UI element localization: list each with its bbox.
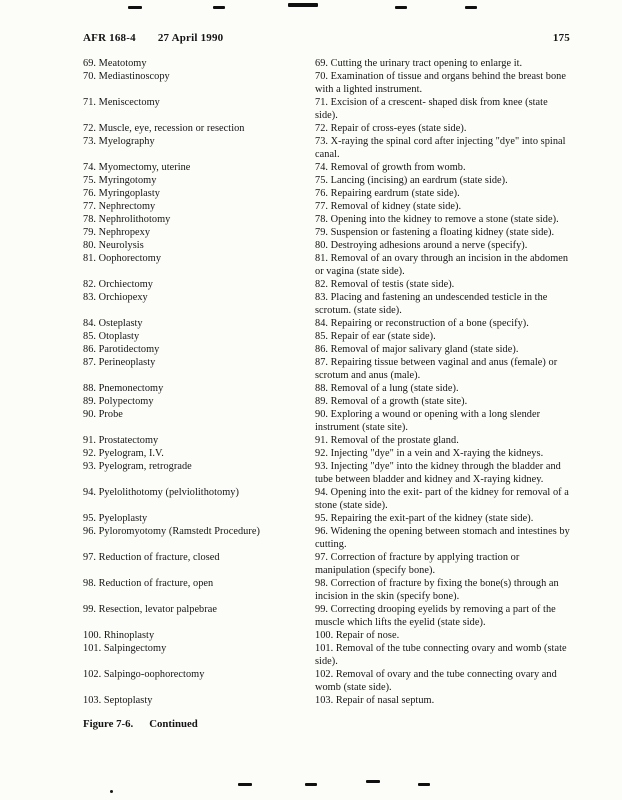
procedure-term: 83. Orchiopexy	[83, 292, 148, 303]
procedure-definition: 84. Repairing or reconstruction of a bone (specify).	[315, 318, 529, 329]
procedure-definition: 93. Injecting "dye" into the kidney through the bladder and tube between bladder and kidney and X-raying kidney.	[315, 461, 561, 485]
figure-caption	[83, 718, 570, 730]
figure-caption-label: Figure 7-6.	[83, 718, 134, 730]
procedure-term: 84. Osteplasty	[83, 318, 143, 329]
procedure-row	[83, 200, 570, 213]
procedure-row	[83, 551, 570, 577]
procedure-definition: 87. Repairing tissue between vaginal and anus (female) or scrotum and anus (male).	[315, 357, 558, 381]
procedure-term: 99. Resection, levator palpebrae	[83, 604, 217, 615]
procedure-definition: 90. Exploring a wound or opening with a long slender instrument (state site).	[315, 409, 541, 433]
procedure-term: 101. Salpingectomy	[83, 643, 167, 654]
procedure-definition: 71. Excision of a crescent- shaped disk from knee (state side).	[315, 97, 548, 121]
scan-artifact-mark	[465, 6, 477, 9]
procedure-definition: 100. Repair of nose.	[315, 630, 400, 641]
procedure-definition: 81. Removal of an ovary through an incision in the abdomen or vagina (state side).	[315, 253, 569, 277]
procedure-row	[83, 174, 570, 187]
procedure-row	[83, 668, 570, 694]
procedure-definition: 96. Widening the opening between stomach and intestines by cutting.	[315, 526, 570, 550]
procedure-definition: 74. Removal of growth from womb.	[315, 162, 466, 173]
procedure-row	[83, 70, 570, 96]
scan-artifact-mark	[128, 6, 142, 9]
procedure-row	[83, 135, 570, 161]
procedure-row	[83, 239, 570, 252]
procedure-row	[83, 395, 570, 408]
page-content	[83, 32, 570, 730]
procedure-definition: 97. Correction of fracture by applying traction or manipulation (specify bone).	[315, 552, 520, 576]
procedure-list	[83, 57, 570, 707]
procedure-term: 90. Probe	[83, 409, 123, 420]
procedure-term: 69. Meatotomy	[83, 58, 147, 69]
procedure-row	[83, 161, 570, 174]
procedure-term: 77. Nephrectomy	[83, 201, 156, 212]
procedure-term: 91. Prostatectomy	[83, 435, 159, 446]
scan-artifact-mark	[366, 780, 380, 783]
procedure-definition: 85. Repair of ear (state side).	[315, 331, 436, 342]
procedure-definition: 99. Correcting drooping eyelids by removing a part of the muscle which lifts the eyelid (state side).	[315, 604, 556, 628]
procedure-term: 85. Otoplasty	[83, 331, 140, 342]
procedure-definition: 72. Repair of cross-eyes (state side).	[315, 123, 467, 134]
procedure-term: 73. Myelography	[83, 136, 155, 147]
procedure-definition: 76. Repairing eardrum (state side).	[315, 188, 460, 199]
procedure-term: 94. Pyelolithotomy (pelviolithotomy)	[83, 487, 239, 498]
procedure-row	[83, 356, 570, 382]
page-header	[83, 32, 570, 44]
procedure-row	[83, 330, 570, 343]
procedure-row	[83, 694, 570, 707]
procedure-row	[83, 122, 570, 135]
procedure-term: 80. Neurolysis	[83, 240, 144, 251]
procedure-row	[83, 460, 570, 486]
procedure-definition: 101. Removal of the tube connecting ovary and womb (state side).	[315, 643, 567, 667]
procedure-definition: 94. Opening into the exit- part of the kidney for removal of a stone (state side).	[315, 487, 569, 511]
procedure-definition: 98. Correction of fracture by fixing the bone(s) through an incision in the skin (specify bone).	[315, 578, 559, 602]
procedure-term: 74. Myomectomy, uterine	[83, 162, 191, 173]
procedure-row	[83, 512, 570, 525]
procedure-row	[83, 486, 570, 512]
procedure-term: 82. Orchiectomy	[83, 279, 153, 290]
procedure-row	[83, 408, 570, 434]
doc-id: AFR 168-4	[83, 32, 136, 44]
procedure-definition: 95. Repairing the exit-part of the kidney (state side).	[315, 513, 534, 524]
procedure-term: 76. Myringoplasty	[83, 188, 160, 199]
procedure-definition: 102. Removal of ovary and the tube connecting ovary and womb (state side).	[315, 669, 557, 693]
procedure-definition: 70. Examination of tissue and organs behind the breast bone with a lighted instrument.	[315, 71, 566, 95]
procedure-row	[83, 187, 570, 200]
procedure-row	[83, 629, 570, 642]
scan-artifact-mark	[305, 783, 317, 786]
procedure-definition: 69. Cutting the urinary tract opening to enlarge it.	[315, 58, 523, 69]
procedure-row	[83, 577, 570, 603]
procedure-definition: 82. Removal of testis (state side).	[315, 279, 455, 290]
procedure-row	[83, 434, 570, 447]
page-number: 175	[552, 32, 570, 44]
procedure-term: 95. Pyeloplasty	[83, 513, 148, 524]
procedure-term: 81. Oophorectomy	[83, 253, 162, 264]
procedure-term: 79. Nephropexy	[83, 227, 151, 238]
procedure-row	[83, 96, 570, 122]
procedure-definition: 103. Repair of nasal septum.	[315, 695, 435, 706]
procedure-row	[83, 343, 570, 356]
scan-artifact-mark	[418, 783, 430, 786]
procedure-term: 70. Mediastinoscopy	[83, 71, 170, 82]
doc-date: 27 April 1990	[157, 32, 224, 44]
procedure-row	[83, 213, 570, 226]
procedure-term: 100. Rhinoplasty	[83, 630, 155, 641]
procedure-row	[83, 252, 570, 278]
procedure-term: 86. Parotidectomy	[83, 344, 160, 355]
procedure-row	[83, 317, 570, 330]
procedure-term: 71. Meniscectomy	[83, 97, 160, 108]
procedure-term: 78. Nephrolithotomy	[83, 214, 171, 225]
procedure-definition: 80. Destroying adhesions around a nerve (specify).	[315, 240, 528, 251]
procedure-term: 75. Myringotomy	[83, 175, 157, 186]
figure-caption-text: Continued	[149, 718, 198, 730]
procedure-definition: 83. Placing and fastening an undescended testicle in the scrotum. (state side).	[315, 292, 548, 316]
procedure-term: 72. Muscle, eye, recession or resection	[83, 123, 245, 134]
procedure-term: 93. Pyelogram, retrograde	[83, 461, 192, 472]
procedure-row	[83, 57, 570, 70]
procedure-definition: 77. Removal of kidney (state side).	[315, 201, 462, 212]
scan-artifact-dot	[110, 790, 113, 793]
procedure-definition: 89. Removal of a growth (state site).	[315, 396, 468, 407]
procedure-definition: 78. Opening into the kidney to remove a stone (state side).	[315, 214, 559, 225]
procedure-term: 97. Reduction of fracture, closed	[83, 552, 220, 563]
procedure-definition: 86. Removal of major salivary gland (state side).	[315, 344, 519, 355]
procedure-row	[83, 291, 570, 317]
procedure-row	[83, 525, 570, 551]
procedure-term: 103. Septoplasty	[83, 695, 153, 706]
procedure-row	[83, 278, 570, 291]
procedure-term: 89. Polypectomy	[83, 396, 154, 407]
procedure-row	[83, 603, 570, 629]
procedure-definition: 92. Injecting "dye" in a vein and X-raying the kidneys.	[315, 448, 544, 459]
scan-artifact-mark	[395, 6, 407, 9]
procedure-definition: 91. Removal of the prostate gland.	[315, 435, 459, 446]
procedure-row	[83, 447, 570, 460]
procedure-row	[83, 226, 570, 239]
scan-artifact-mark	[238, 783, 252, 786]
procedure-definition: 88. Removal of a lung (state side).	[315, 383, 459, 394]
procedure-term: 88. Pnemonectomy	[83, 383, 164, 394]
procedure-term: 87. Perineoplasty	[83, 357, 156, 368]
procedure-definition: 79. Suspension or fastening a floating kidney (state side).	[315, 227, 555, 238]
procedure-term: 92. Pyelogram, I.V.	[83, 448, 164, 459]
procedure-definition: 75. Lancing (incising) an eardrum (state side).	[315, 175, 508, 186]
scan-artifact-mark	[288, 3, 318, 7]
procedure-definition: 73. X-raying the spinal cord after injecting "dye" into spinal canal.	[315, 136, 566, 160]
procedure-row	[83, 642, 570, 668]
procedure-row	[83, 382, 570, 395]
scan-artifact-mark	[213, 6, 225, 9]
procedure-term: 102. Salpingo-oophorectomy	[83, 669, 205, 680]
procedure-term: 96. Pyloromyotomy (Ramstedt Procedure)	[83, 526, 260, 537]
procedure-term: 98. Reduction of fracture, open	[83, 578, 214, 589]
